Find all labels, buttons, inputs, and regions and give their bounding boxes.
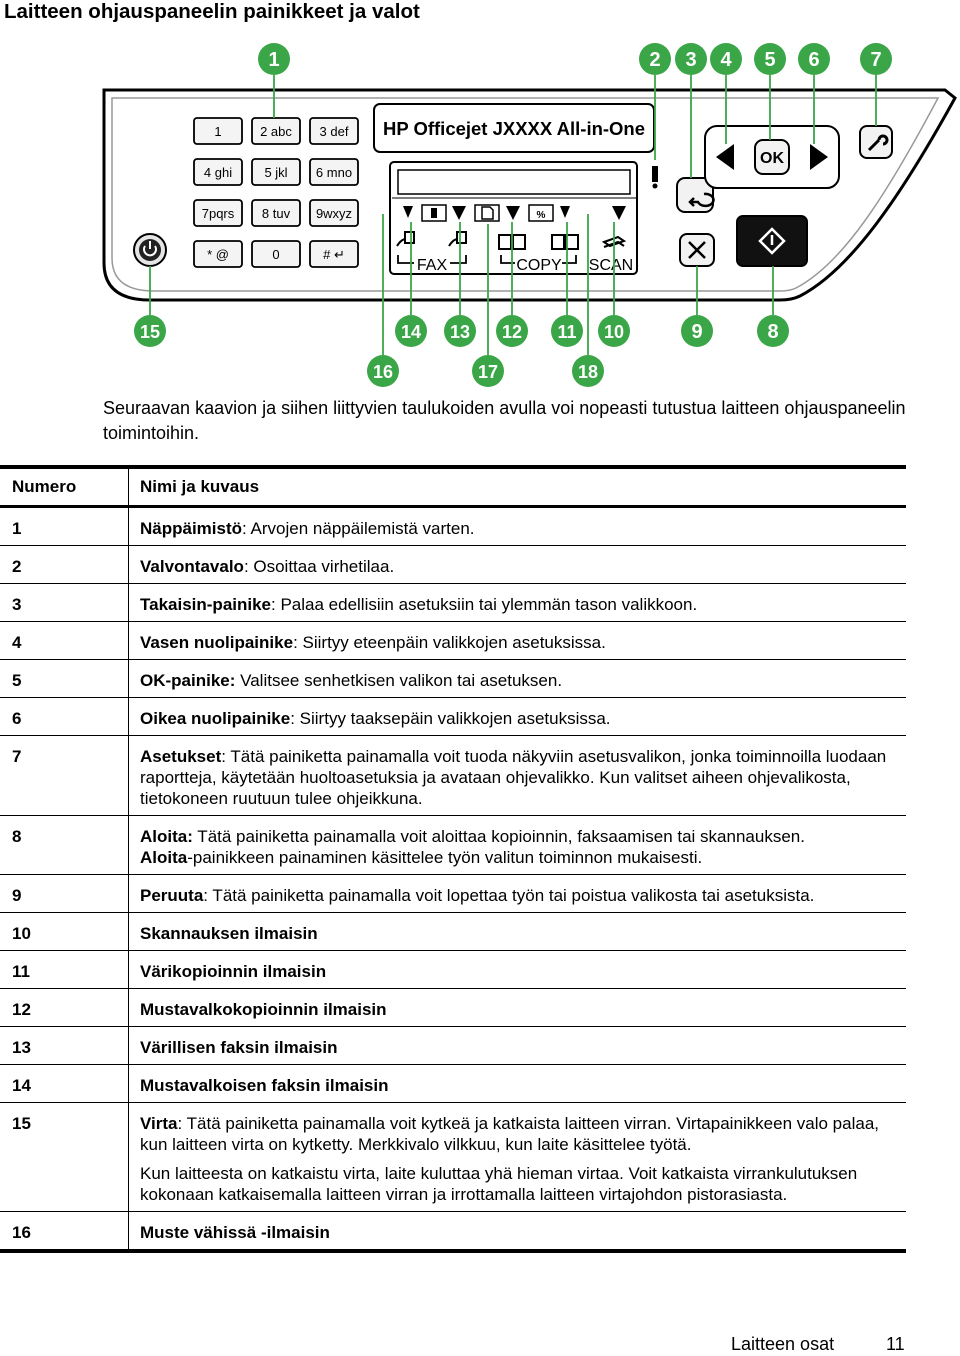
item-description: : Arvojen näppäilemistä varten. bbox=[242, 519, 475, 538]
keypad-key[interactable] bbox=[252, 118, 300, 144]
ink-low-icon bbox=[431, 208, 437, 218]
ok-label: OK bbox=[760, 150, 784, 167]
mode-scan-label: SCAN bbox=[588, 257, 634, 274]
table-row bbox=[0, 698, 906, 736]
callout-number: 7 bbox=[870, 49, 882, 71]
callout-number: 16 bbox=[372, 362, 394, 382]
page-title: Laitteen ohjauspaneelin painikkeet ja valot bbox=[4, 0, 420, 23]
row-number: 8 bbox=[0, 816, 129, 875]
keypad-key-label: 6 mno bbox=[315, 165, 353, 180]
item-name: Vasen nuolipainike bbox=[140, 633, 294, 652]
keypad-key[interactable] bbox=[310, 241, 358, 267]
row-text bbox=[140, 1113, 898, 1155]
item-name: Aloita: bbox=[140, 827, 193, 846]
keypad-key[interactable] bbox=[194, 200, 242, 226]
row-text bbox=[140, 1222, 898, 1243]
row-description bbox=[129, 698, 907, 736]
footer-section: Laitteen osat bbox=[731, 1334, 835, 1354]
table-row bbox=[0, 875, 906, 913]
row-number: 11 bbox=[0, 951, 129, 989]
footer-page-number: 11 bbox=[886, 1334, 905, 1354]
reference-table bbox=[0, 465, 906, 1253]
row-description bbox=[129, 584, 907, 622]
item-name: Näppäimistö bbox=[140, 519, 243, 538]
mode-copy-label: COPY bbox=[516, 257, 562, 274]
row-text bbox=[140, 594, 898, 615]
item-name: Peruuta bbox=[140, 886, 204, 905]
keypad-key-label: 4 ghi bbox=[203, 165, 233, 180]
item-description: : Siirtyy taaksepäin valikkojen asetuksissa. bbox=[290, 709, 611, 728]
item-description-secondary: -painikkeen painaminen käsittelee työn valitun toiminnon mukaisesti. bbox=[187, 848, 703, 867]
row-text bbox=[140, 518, 898, 539]
callout-number: 4 bbox=[720, 49, 732, 71]
item-name: Oikea nuolipainike bbox=[140, 709, 291, 728]
row-description bbox=[129, 660, 907, 698]
item-note: Kun laitteesta on katkaistu virta, laite kuluttaa yhä hieman virtaa. Voit katkaista virrankulutuksen kokonaan katkaisemalla laitteen virran ja irrottamalla laitteen virtajohdon pistorasiasta. bbox=[140, 1164, 858, 1204]
keypad-key-label: 5 jkl bbox=[264, 165, 288, 180]
table-row bbox=[0, 913, 906, 951]
keypad-key-label: 3 def bbox=[319, 124, 349, 139]
keypad-key-label: 0 bbox=[272, 247, 280, 262]
callout-number: 6 bbox=[808, 49, 820, 71]
row-text bbox=[140, 632, 898, 653]
keypad-key[interactable] bbox=[194, 159, 242, 185]
row-text bbox=[140, 826, 898, 868]
keypad-key-label: 8 tuv bbox=[261, 206, 291, 221]
table-row bbox=[0, 989, 906, 1027]
callout-number: 8 bbox=[767, 321, 779, 343]
callout-number: 18 bbox=[577, 362, 599, 382]
callout-number: 14 bbox=[400, 322, 422, 342]
table-row bbox=[0, 736, 906, 816]
control-panel-diagram bbox=[0, 38, 960, 388]
row-description bbox=[129, 1027, 907, 1065]
start-button[interactable] bbox=[737, 216, 807, 266]
header-number: Numero bbox=[0, 467, 129, 507]
row-description bbox=[129, 816, 907, 875]
row-description bbox=[129, 1103, 907, 1212]
row-description bbox=[129, 622, 907, 660]
table-row bbox=[0, 816, 906, 875]
item-description: : Tätä painiketta painamalla voit tuoda näkyviin asetusvalikon, jonka toiminnoilla luodaan raportteja, käytetään huoltoasetuksia ja avataan ohjevalikko. Kun valitset aiheen ohjevalikosta, tietokoneen ruutuun tulee ohjeikkuna. bbox=[140, 747, 887, 808]
callout-number: 13 bbox=[449, 322, 471, 342]
keypad-key[interactable] bbox=[310, 118, 358, 144]
keypad-key[interactable] bbox=[194, 241, 242, 267]
callout-number: 15 bbox=[139, 322, 161, 342]
table-row bbox=[0, 660, 906, 698]
header-description: Nimi ja kuvaus bbox=[140, 477, 260, 496]
row-number: 9 bbox=[0, 875, 129, 913]
row-number: 10 bbox=[0, 913, 129, 951]
row-number: 7 bbox=[0, 736, 129, 816]
table-row bbox=[0, 622, 906, 660]
row-number: 3 bbox=[0, 584, 129, 622]
item-name: Skannauksen ilmaisin bbox=[140, 924, 318, 943]
row-text bbox=[140, 670, 898, 691]
row-text bbox=[140, 1037, 898, 1058]
keypad-key-label: 9wxyz bbox=[315, 206, 353, 221]
callout-number: 2 bbox=[649, 49, 661, 71]
keypad-key-label: 7pqrs bbox=[201, 206, 235, 221]
keypad-key[interactable] bbox=[194, 118, 242, 144]
item-name: Värillisen faksin ilmaisin bbox=[140, 1038, 338, 1057]
keypad-key-label: * @ bbox=[207, 247, 229, 262]
row-text bbox=[140, 885, 898, 906]
table-row bbox=[0, 584, 906, 622]
keypad-key[interactable] bbox=[310, 159, 358, 185]
row-number: 12 bbox=[0, 989, 129, 1027]
ok-button[interactable] bbox=[755, 140, 789, 174]
row-number: 1 bbox=[0, 507, 129, 546]
row-number: 14 bbox=[0, 1065, 129, 1103]
callout-number: 12 bbox=[501, 322, 523, 342]
row-text bbox=[140, 746, 898, 809]
table-row bbox=[0, 1027, 906, 1065]
table-row bbox=[0, 1212, 906, 1252]
row-description bbox=[129, 875, 907, 913]
row-description bbox=[129, 1065, 907, 1103]
setup-button[interactable] bbox=[860, 126, 892, 158]
row-description bbox=[129, 736, 907, 816]
keypad-key[interactable] bbox=[252, 241, 300, 267]
item-name: Värikopioinnin ilmaisin bbox=[140, 962, 327, 981]
item-name: Mustavalkoisen faksin ilmaisin bbox=[140, 1076, 389, 1095]
power-button[interactable] bbox=[134, 234, 166, 266]
row-number: 4 bbox=[0, 622, 129, 660]
keypad-key[interactable] bbox=[252, 159, 300, 185]
callout-number: 17 bbox=[477, 362, 499, 382]
row-text bbox=[140, 1075, 898, 1096]
row-text bbox=[140, 708, 898, 729]
row-text bbox=[140, 961, 898, 982]
callout-number: 11 bbox=[557, 322, 577, 342]
row-number: 15 bbox=[0, 1103, 129, 1212]
display-brand: HP Officejet JXXXX All-in-One bbox=[383, 119, 645, 139]
keypad-key-label: # ↵ bbox=[323, 247, 345, 262]
intro-paragraph: Seuraavan kaavion ja siihen liittyvien taulukoiden avulla voi nopeasti tutustua laitteen ohjauspaneelin toimintoihin. bbox=[103, 398, 906, 443]
callout-number: 5 bbox=[764, 49, 776, 71]
item-name: OK-painike: bbox=[140, 671, 236, 690]
callout-number: 1 bbox=[268, 49, 280, 71]
paper-jam-icon: % bbox=[536, 210, 546, 221]
row-number: 13 bbox=[0, 1027, 129, 1065]
item-name: Takaisin-painike bbox=[140, 595, 272, 614]
keypad-key[interactable] bbox=[252, 200, 300, 226]
item-description: : Osoittaa virhetilaa. bbox=[243, 557, 395, 576]
item-name: Mustavalkokopioinnin ilmaisin bbox=[140, 1000, 387, 1019]
item-name: Virta bbox=[140, 1114, 178, 1133]
attention-light bbox=[652, 166, 658, 189]
item-name: Muste vähissä -ilmaisin bbox=[140, 1223, 330, 1242]
table-row bbox=[0, 546, 906, 584]
item-description: : Siirtyy eteenpäin valikkojen asetuksissa. bbox=[293, 633, 606, 652]
row-number: 5 bbox=[0, 660, 129, 698]
callout-number: 9 bbox=[691, 321, 703, 343]
row-number: 2 bbox=[0, 546, 129, 584]
table-row bbox=[0, 1065, 906, 1103]
cancel-button[interactable] bbox=[680, 234, 714, 266]
table-row bbox=[0, 1103, 906, 1212]
keypad-key-label: 1 bbox=[214, 124, 222, 139]
row-text bbox=[140, 923, 898, 944]
table-row bbox=[0, 507, 906, 546]
item-description: : Tätä painiketta painamalla voit kytkeä ja katkaista laitteen virran. Virtapainikkeen valo palaa, kun laitteen virta on kytketty. Merkkivalo vilkkuu, kun laite käsittelee työtä. bbox=[140, 1114, 879, 1154]
item-description: Valitsee senhetkisen valikon tai asetuksen. bbox=[235, 671, 563, 690]
row-number: 16 bbox=[0, 1212, 129, 1252]
row-number: 6 bbox=[0, 698, 129, 736]
item-description: : Tätä painiketta painamalla voit lopettaa työn tai poistua valikosta tai asetuksista. bbox=[203, 886, 815, 905]
item-name-secondary: Aloita bbox=[140, 848, 188, 867]
item-name: Valvontavalo bbox=[140, 557, 244, 576]
table-row bbox=[0, 951, 906, 989]
item-description: Tätä painiketta painamalla voit aloittaa kopioinnin, faksaamisen tai skannauksen. bbox=[192, 827, 805, 846]
keypad-key-label: 2 abc bbox=[260, 124, 292, 139]
row-description bbox=[129, 951, 907, 989]
row-text bbox=[140, 556, 898, 577]
table-header-row bbox=[0, 467, 906, 507]
row-description bbox=[129, 507, 907, 546]
row-text bbox=[140, 999, 898, 1020]
row-description bbox=[129, 546, 907, 584]
table-body bbox=[0, 507, 906, 1252]
mode-fax-label: FAX bbox=[416, 257, 448, 274]
item-name: Asetukset bbox=[140, 747, 222, 766]
keypad-key[interactable] bbox=[310, 200, 358, 226]
callout-number: 3 bbox=[685, 49, 697, 71]
row-description bbox=[129, 1212, 907, 1252]
row-description bbox=[129, 913, 907, 951]
callout-number: 10 bbox=[603, 322, 625, 342]
row-description bbox=[129, 989, 907, 1027]
item-description: : Palaa edellisiin asetuksiin tai ylemmän tason valikkoon. bbox=[271, 595, 698, 614]
